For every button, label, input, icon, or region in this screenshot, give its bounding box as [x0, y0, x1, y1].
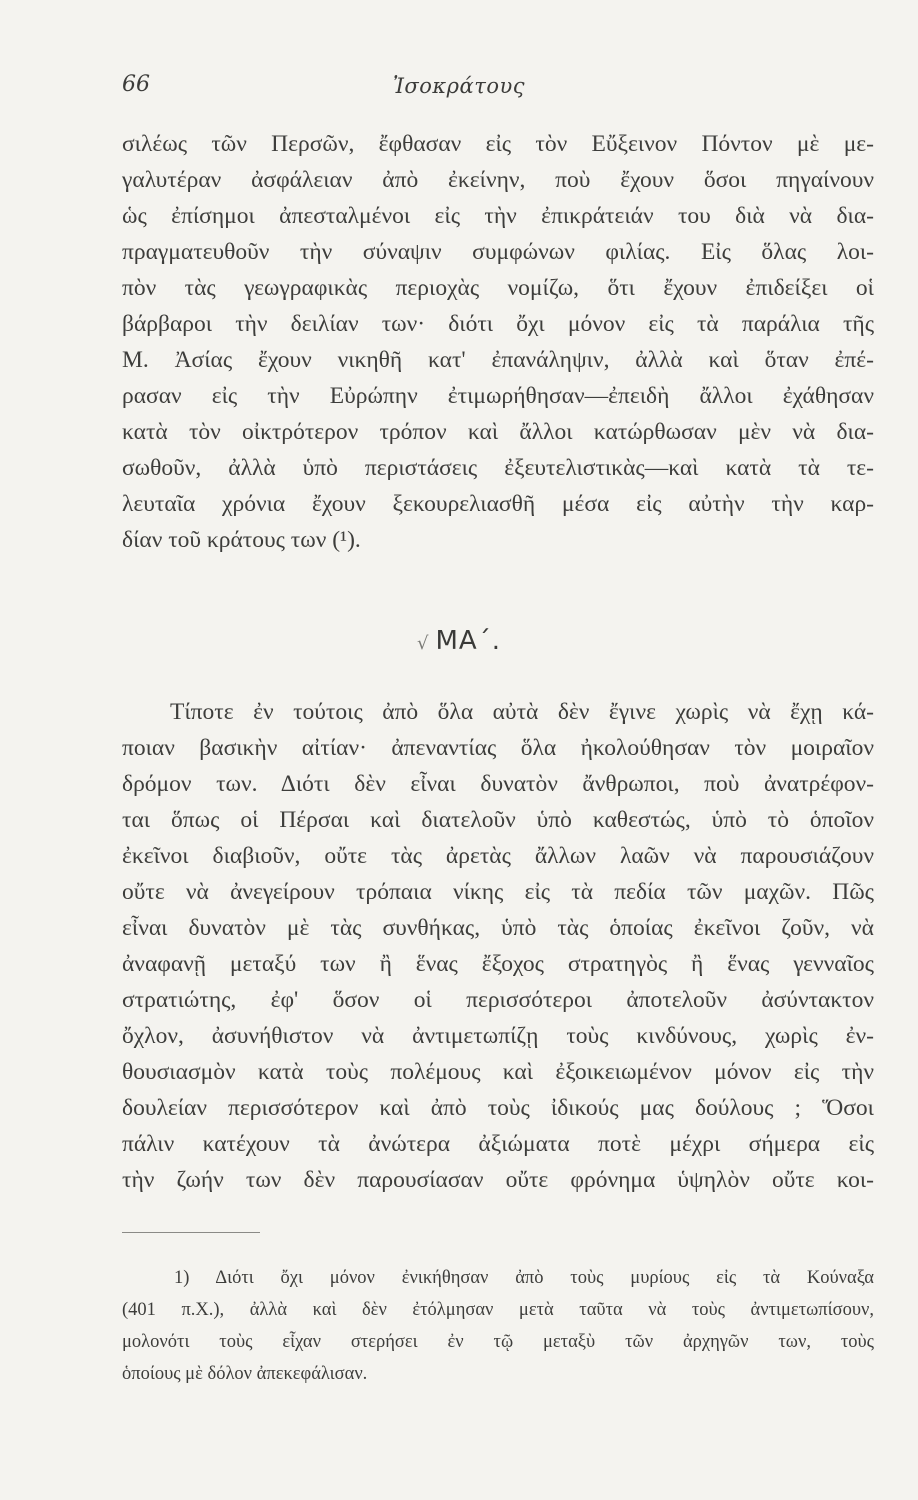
text-line: πὸν τὰς γεωγραφικὰς περιοχὰς νομίζω, ὅτι ἔχουν ἐπιδείξει οἱ [122, 275, 874, 301]
running-title: Ἰσοκράτους [392, 74, 525, 98]
text-line: ἀναφανῇ μεταξύ των ἢ ἕνας ἔξοχος στρατηγὸς ἢ ἕνας γενναῖος [122, 951, 874, 977]
text-line: Μ. Ἀσίας ἔχουν νικηθῆ κατ' ἐπανάληψιν, ἀλλὰ καὶ ὅταν ἐπέ- [122, 347, 874, 373]
footnote-line: (401 π.Χ.), ἀλλὰ καὶ δὲν ἐτόλμησαν μετὰ ταῦτα νὰ τοὺς ἀντιμετωπίσουν, [122, 1300, 874, 1320]
text-line: στρατιώτης, ἐφ' ὅσον οἱ περισσότεροι ἀποτελοῦν ἀσύντακτον [122, 987, 874, 1013]
text-line: Τίποτε ἐν τούτοις ἀπὸ ὅλα αὐτὰ δὲν ἔγινε χωρὶς νὰ ἔχῃ κά- [170, 699, 874, 725]
text-line: κατὰ τὸν οἰκτρότερον τρόπον καὶ ἄλλοι κατώρθωσαν μὲν νὰ δια- [122, 419, 874, 445]
footnote-line: ὁποίους μὲ δόλον ἀπεκεφάλισαν. [122, 1364, 368, 1384]
section-heading [0, 626, 918, 656]
text-line: δίαν τοῦ κράτους των (¹). [122, 527, 361, 553]
text-line: θουσιασμὸν κατὰ τοὺς πολέμους καὶ ἐξοικειωμένον μόνον εἰς τὴν [122, 1059, 874, 1085]
text-line: δουλείαν περισσότερον καὶ ἀπὸ τοὺς ἰδικούς μας δούλους ; Ὅσοι [122, 1095, 874, 1121]
text-line: βάρβαροι τὴν δειλίαν των· διότι ὄχι μόνον εἰς τὰ παράλια τῆς [122, 311, 874, 337]
section-heading-label: ΜΑ΄. [435, 626, 501, 656]
text-line: πάλιν κατέχουν τὰ ἀνώτερα ἀξιώματα ποτὲ μέχρι σήμερα εἰς [122, 1131, 874, 1157]
footnote [122, 1262, 874, 1390]
paragraph-top [122, 126, 874, 558]
paragraph-main [122, 694, 874, 1198]
text-line: πραγματευθοῦν τὴν σύναψιν συμφώνων φιλίας. Εἰς ὅλας λοι- [122, 239, 874, 265]
text-line: ἐκεῖνοι διαβιοῦν, οὔτε τὰς ἀρετὰς ἄλλων λαῶν νὰ παρουσιάζουν [122, 843, 874, 869]
text-line: ται ὅπως οἱ Πέρσαι καὶ διατελοῦν ὑπὸ καθεστώς, ὑπὸ τὸ ὁποῖον [122, 807, 874, 833]
text-line: οὔτε νὰ ἀνεγείρουν τρόπαια νίκης εἰς τὰ πεδία τῶν μαχῶν. Πῶς [122, 879, 874, 905]
check-mark-icon: √ [417, 633, 430, 654]
text-line: ρασαν εἰς τὴν Εὐρώπην ἐτιμωρήθησαν—ἐπειδὴ ἄλλοι ἐχάθησαν [122, 383, 874, 409]
footnote-line: μολονότι τοὺς εἶχαν στερήσει ἐν τῷ μεταξὺ τῶν ἀρχηγῶν των, τοὺς [122, 1332, 874, 1352]
text-line: σωθοῦν, ἀλλὰ ὑπὸ περιστάσεις ἐξευτελιστικὰς—καὶ κατὰ τὰ τε- [122, 455, 874, 481]
text-line: τὴν ζωήν των δὲν παρουσίασαν οὔτε φρόνημα ὑψηλὸν οὔτε κοι- [122, 1167, 874, 1193]
text-line: σιλέως τῶν Περσῶν, ἔφθασαν εἰς τὸν Εὔξεινον Πόντον μὲ με- [122, 131, 874, 157]
page-number: 66 [122, 72, 150, 97]
text-line: εἶναι δυνατὸν μὲ τὰς συνθήκας, ὑπὸ τὰς ὁποίας ἐκεῖνοι ζοῦν, νὰ [122, 915, 874, 941]
footnote-divider [122, 1232, 260, 1233]
text-line: δρόμον των. Διότι δὲν εἶναι δυνατὸν ἄνθρωποι, ποὺ ἀνατρέφον- [122, 771, 874, 797]
text-line: ποιαν βασικὴν αἰτίαν· ἀπεναντίας ὅλα ἠκολούθησαν τὸν μοιραῖον [122, 735, 874, 761]
text-line: λευταῖα χρόνια ἔχουν ξεκουρελιασθῆ μέσα εἰς αὐτὴν τὴν καρ- [122, 491, 874, 517]
text-line: γαλυτέραν ἀσφάλειαν ἀπὸ ἐκείνην, ποὺ ἔχουν ὅσοι πηγαίνουν [122, 167, 874, 193]
footnote-line: 1) Διότι ὄχι μόνον ἐνικήθησαν ἀπὸ τοὺς μυρίους εἰς τὰ Κούναξα [174, 1268, 874, 1288]
text-line: ὄχλον, ἀσυνήθιστον νὰ ἀντιμετωπίζῃ τοὺς κινδύνους, χωρὶς ἐν- [122, 1023, 874, 1049]
text-line: ὡς ἐπίσημοι ἀπεσταλμένοι εἰς τὴν ἐπικράτειάν του διὰ νὰ δια- [122, 203, 874, 229]
